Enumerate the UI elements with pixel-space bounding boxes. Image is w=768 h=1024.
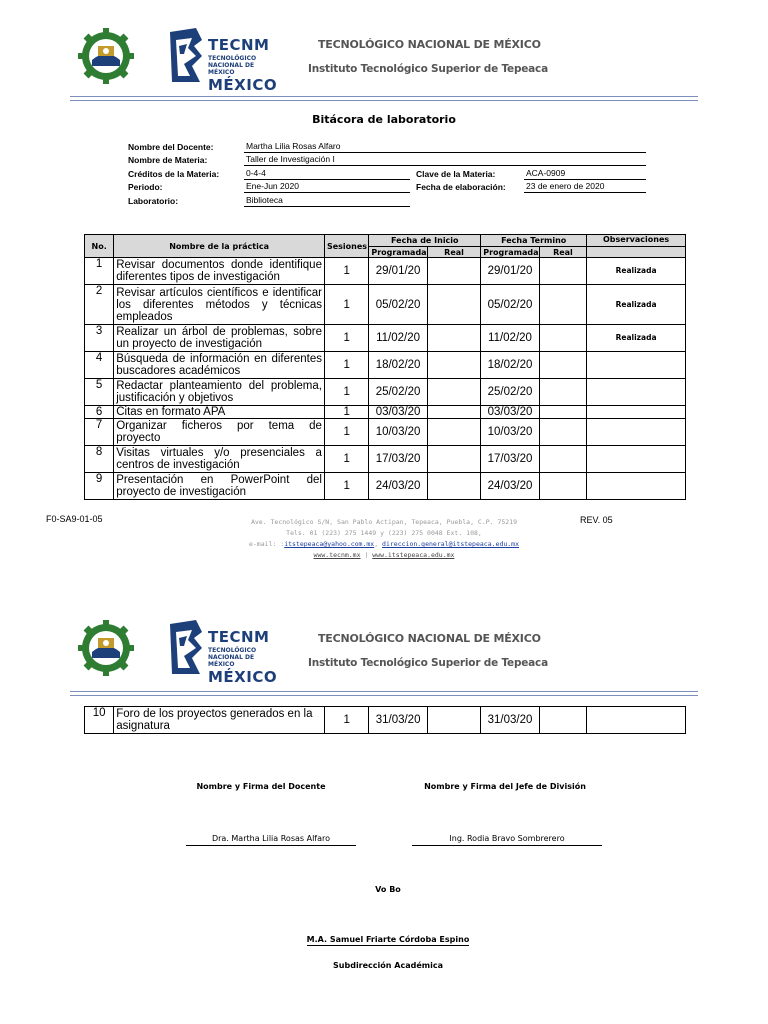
row-practica: Presentación en PowerPoint del proyecto de investigación	[114, 473, 325, 500]
row-inicio-real	[427, 285, 480, 325]
periodo-label: Periodo:	[128, 182, 163, 192]
row-observaciones	[587, 379, 686, 406]
row-observaciones	[587, 419, 686, 446]
phones-line: Tels. 01 (223) 275 1449 y (223) 275 0048 Ext. 108,	[286, 529, 482, 537]
document-title: Bitácora de laboratorio	[312, 113, 456, 126]
row-practica: Citas en formato APA	[114, 406, 325, 419]
row-sesiones: 1	[324, 473, 368, 500]
materia-label: Nombre de Materia:	[128, 155, 208, 165]
table-row	[85, 379, 686, 406]
vobo-name-text: M.A. Samuel Friarte Córdoba Espino	[306, 935, 470, 944]
row-inicio-programada: 10/03/20	[369, 419, 427, 446]
periodo-field: Ene-Jun 2020	[244, 181, 410, 193]
row-termino-real	[539, 707, 586, 734]
row-no: 6	[85, 406, 114, 419]
tecnm-logo-text-page2: TECNM	[208, 628, 270, 646]
email-link-1[interactable]: itstepeaca@yahoo.com.mx	[284, 540, 375, 548]
row-sesiones: 1	[324, 285, 368, 325]
table-row	[85, 352, 686, 379]
web-link-1[interactable]: www.tecnm.mx	[313, 551, 361, 559]
row-termino-programada: 10/03/20	[481, 419, 539, 446]
row-sesiones: 1	[324, 325, 368, 352]
row-inicio-real	[427, 352, 480, 379]
row-no: 9	[85, 473, 114, 500]
clave-field: ACA-0909	[524, 168, 646, 180]
footer-address	[0, 517, 768, 561]
vobo-label: Vo Bo	[375, 885, 401, 894]
row-termino-real	[539, 325, 586, 352]
web-link-2[interactable]: www.itstepeaca.edu.mx	[372, 551, 455, 559]
row-sesiones: 1	[324, 406, 368, 419]
clave-label: Clave de la Materia:	[416, 169, 496, 179]
row-observaciones	[587, 707, 686, 734]
tecnm-logo-country: MÉXICO	[208, 76, 278, 94]
row-no: 4	[85, 352, 114, 379]
row-no: 3	[85, 325, 114, 352]
row-observaciones	[587, 446, 686, 473]
materia-field: Taller de Investigación I	[244, 154, 646, 166]
tecnm-logo	[166, 26, 278, 94]
row-termino-real	[539, 285, 586, 325]
table-row	[85, 325, 686, 352]
row-practica: Revisar artículos científicos e identificar los diferentes métodos y técnicas empleados	[114, 285, 325, 325]
row-inicio-programada: 05/02/20	[369, 285, 427, 325]
row-termino-real	[539, 352, 586, 379]
laboratorio-label: Laboratorio:	[128, 196, 179, 206]
docente-field: Martha Lilia Rosas Alfaro	[244, 141, 646, 153]
header-subtitle: Instituto Tecnológico Superior de Tepeaca	[308, 63, 548, 75]
web-separator: |	[360, 551, 373, 559]
fecha-field: 23 de enero de 2020	[524, 181, 646, 193]
tecnm-logo-page2	[166, 618, 278, 686]
table-row	[85, 473, 686, 500]
header-inicio: Fecha de Inicio	[369, 235, 481, 247]
row-termino-real	[539, 258, 586, 285]
row-sesiones: 1	[324, 379, 368, 406]
row-sesiones: 1	[324, 258, 368, 285]
sig-jefe-label: Nombre y Firma del Jefe de División	[424, 782, 586, 791]
row-no: 1	[85, 258, 114, 285]
email-link-2[interactable]: direccion.general@itstepeaca.edu.mx	[382, 540, 520, 548]
row-inicio-real	[427, 258, 480, 285]
address-line: Ave. Tecnológico S/N, San Pablo Actipan, Tepeaca, Puebla, C.P. 75219	[250, 518, 518, 526]
vobo-name	[0, 935, 768, 944]
table-row	[85, 446, 686, 473]
row-sesiones: 1	[324, 446, 368, 473]
row-practica: Visitas virtuales y/o presenciales a centros de investigación	[114, 446, 325, 473]
row-sesiones: 1	[324, 419, 368, 446]
tecnm-logo-text: TECNM	[208, 36, 270, 54]
revision: REV. 05	[580, 515, 613, 525]
row-observaciones	[587, 406, 686, 419]
header-inicio-real: Real	[427, 247, 480, 258]
row-termino-programada: 29/01/20	[481, 258, 539, 285]
row-termino-real	[539, 379, 586, 406]
row-no: 5	[85, 379, 114, 406]
header-termino-real: Real	[539, 247, 586, 258]
email-label: e-mail: :	[248, 540, 285, 548]
row-inicio-real	[427, 406, 480, 419]
row-inicio-programada: 24/03/20	[369, 473, 427, 500]
fecha-label: Fecha de elaboración:	[416, 182, 506, 192]
row-sesiones: 1	[324, 352, 368, 379]
row-observaciones: Realizada	[587, 285, 686, 325]
row-termino-programada: 31/03/20	[481, 707, 539, 734]
row-inicio-real	[427, 707, 480, 734]
row-termino-real	[539, 419, 586, 446]
row-termino-programada: 11/02/20	[481, 325, 539, 352]
tecnm-logo-subtext-page2: TECNOLÓGICO NACIONAL DE MÉXICO	[208, 647, 257, 668]
row-no: 7	[85, 419, 114, 446]
creditos-field: 0-4-4	[244, 168, 410, 180]
vobo-role: Subdirección Académica	[333, 961, 443, 970]
row-practica: Realizar un árbol de problemas, sobre un proyecto de investigación	[114, 325, 325, 352]
row-practica: Redactar planteamiento del problema, justificación y objetivos	[114, 379, 325, 406]
email-separator: ,	[374, 540, 383, 548]
row-termino-programada: 18/02/20	[481, 352, 539, 379]
header-divider-page2	[70, 691, 698, 696]
web-line	[0, 550, 768, 561]
table-row	[85, 406, 686, 419]
header-termino: Fecha Termino	[481, 235, 587, 247]
row-termino-programada: 25/02/20	[481, 379, 539, 406]
header-title-page2: TECNOLÓGICO NACIONAL DE MÉXICO	[318, 632, 541, 645]
row-inicio-real	[427, 473, 480, 500]
email-line	[0, 539, 768, 550]
header-practica: Nombre de la práctica	[114, 235, 325, 258]
row-no: 2	[85, 285, 114, 325]
table-row	[85, 419, 686, 446]
header-title: TECNOLÓGICO NACIONAL DE MÉXICO	[318, 38, 541, 51]
creditos-label: Créditos de la Materia:	[128, 169, 220, 179]
header-no: No.	[85, 235, 114, 258]
row-termino-real	[539, 446, 586, 473]
practices-table	[84, 234, 686, 500]
row-observaciones: Realizada	[587, 258, 686, 285]
row-sesiones: 1	[324, 707, 368, 734]
row-termino-real	[539, 473, 586, 500]
row-inicio-programada: 11/02/20	[369, 325, 427, 352]
row-no: 8	[85, 446, 114, 473]
row-inicio-programada: 17/03/20	[369, 446, 427, 473]
header-observaciones-sub	[587, 247, 686, 258]
docente-label: Nombre del Docente:	[128, 142, 214, 152]
practices-table-continued	[84, 706, 686, 734]
itstepeaca-logo-page2	[78, 620, 134, 676]
row-practica: Foro de los proyectos generados en la asignatura	[114, 707, 325, 734]
row-inicio-programada: 03/03/20	[369, 406, 427, 419]
header-inicio-programada: Programada	[369, 247, 427, 258]
row-inicio-programada: 31/03/20	[369, 707, 427, 734]
table-row	[85, 285, 686, 325]
header-subtitle-page2: Instituto Tecnológico Superior de Tepeaca	[308, 657, 548, 669]
table-row	[85, 258, 686, 285]
tecnm-logo-subtext: TECNOLÓGICO NACIONAL DE MÉXICO	[208, 55, 257, 76]
form-code: F0-SA9-01-05	[46, 514, 103, 524]
tecnm-logo-country-page2: MÉXICO	[208, 668, 278, 686]
itstepeaca-logo	[78, 28, 134, 84]
row-no: 10	[85, 707, 114, 734]
header-termino-programada: Programada	[481, 247, 539, 258]
row-inicio-real	[427, 446, 480, 473]
row-observaciones	[587, 473, 686, 500]
row-inicio-programada: 18/02/20	[369, 352, 427, 379]
row-termino-real	[539, 406, 586, 419]
row-practica: Revisar documentos donde identifique diferentes tipos de investigación	[114, 258, 325, 285]
row-termino-programada: 17/03/20	[481, 446, 539, 473]
sig-jefe-name: Ing. Rodia Bravo Sombrerero	[412, 834, 602, 846]
laboratorio-field: Biblioteca	[244, 195, 410, 207]
row-observaciones: Realizada	[587, 325, 686, 352]
row-inicio-programada: 25/02/20	[369, 379, 427, 406]
row-inicio-real	[427, 379, 480, 406]
table-row	[85, 707, 686, 734]
row-termino-programada: 03/03/20	[481, 406, 539, 419]
row-inicio-programada: 29/01/20	[369, 258, 427, 285]
row-inicio-real	[427, 419, 480, 446]
row-inicio-real	[427, 325, 480, 352]
row-termino-programada: 24/03/20	[481, 473, 539, 500]
sig-docente-name: Dra. Martha Lilia Rosas Alfaro	[186, 834, 356, 846]
row-practica: Búsqueda de información en diferentes buscadores académicos	[114, 352, 325, 379]
sig-docente-label: Nombre y Firma del Docente	[196, 782, 326, 791]
header-sesiones: Sesiones	[324, 235, 368, 258]
row-practica: Organizar ficheros por tema de proyecto	[114, 419, 325, 446]
header-divider	[70, 96, 698, 101]
row-observaciones	[587, 352, 686, 379]
header-observaciones: Observaciones	[587, 235, 686, 247]
row-termino-programada: 05/02/20	[481, 285, 539, 325]
